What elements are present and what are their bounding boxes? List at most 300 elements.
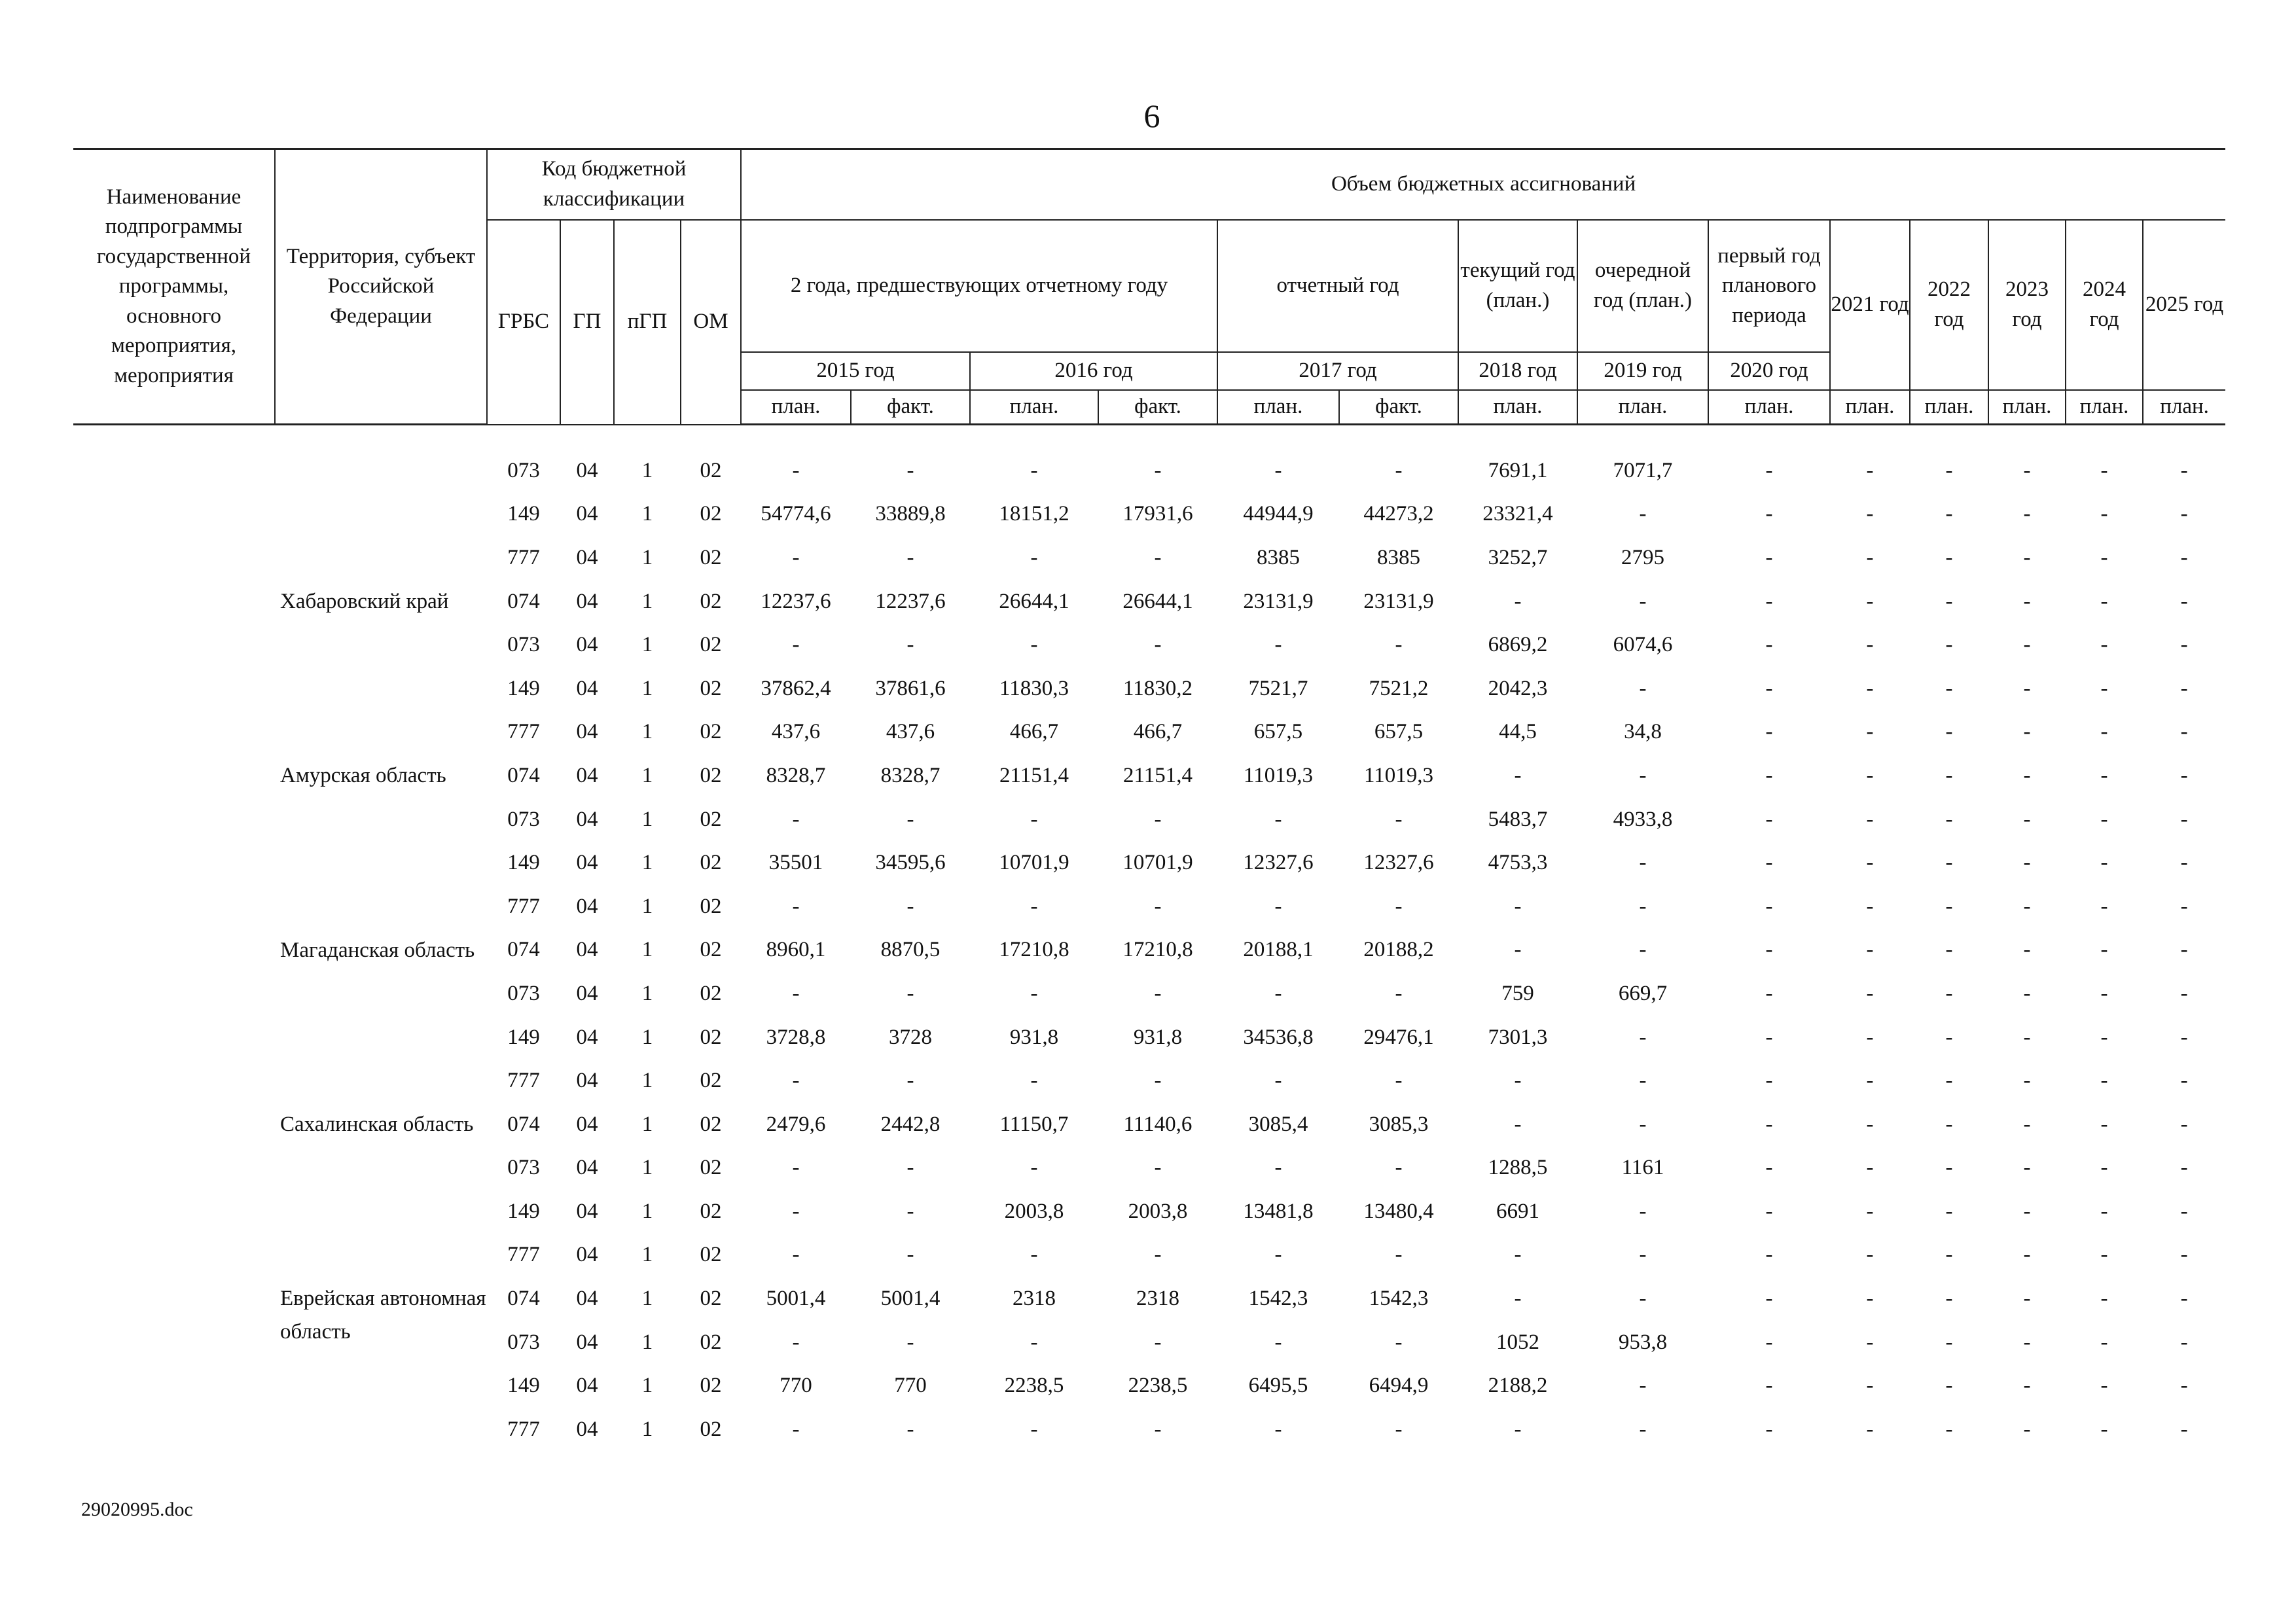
- header-kind: план.: [1910, 390, 1988, 425]
- value-cell: -: [1945, 1156, 1953, 1180]
- value-cell: 11830,2: [1123, 676, 1193, 700]
- value-cell: -: [1765, 676, 1773, 700]
- value-cell: 1161: [1621, 1156, 1664, 1180]
- code-cell-grbs: 149: [507, 502, 540, 526]
- header-first-planning-year: первый год планового периода: [1708, 220, 1830, 352]
- value-cell: -: [1274, 1156, 1282, 1180]
- header-year-2017: 2017 год: [1217, 352, 1458, 390]
- header-kind: план.: [1988, 390, 2066, 425]
- value-cell: 1288,5: [1488, 1156, 1548, 1180]
- value-cell: -: [792, 894, 800, 918]
- code-cell-gp: 04: [576, 676, 598, 700]
- value-cell: -: [1030, 981, 1038, 1005]
- code-cell-pgp: 1: [641, 589, 653, 613]
- header-allocation: Объем бюджетных ассигнований: [741, 149, 2225, 221]
- value-cell: 17210,8: [999, 938, 1069, 962]
- program-name-cell: [73, 1103, 275, 1147]
- territory-cell: Сахалинская область: [280, 1112, 474, 1136]
- value-cell: -: [2023, 458, 2031, 482]
- code-cell-pgp: 1: [641, 458, 653, 482]
- value-cell: 11150,7: [999, 1112, 1069, 1136]
- value-cell: -: [1866, 1374, 1874, 1398]
- value-cell: 2795: [1621, 545, 1665, 569]
- value-cell: -: [2100, 1112, 2108, 1136]
- value-cell: -: [1639, 1287, 1647, 1311]
- value-cell: 6869,2: [1488, 633, 1548, 657]
- value-cell: -: [1030, 545, 1038, 569]
- code-cell-om: 02: [700, 1199, 722, 1223]
- code-cell-gp: 04: [576, 1243, 598, 1267]
- value-cell: 1052: [1496, 1330, 1540, 1354]
- header-gp: ГП: [560, 220, 614, 425]
- value-cell: -: [1866, 633, 1874, 657]
- value-cell: 5483,7: [1488, 807, 1548, 831]
- value-cell: 37861,6: [875, 676, 946, 700]
- value-cell: -: [792, 1330, 800, 1354]
- value-cell: -: [2023, 1156, 2031, 1180]
- table-body: [73, 425, 2225, 1452]
- code-cell-gp: 04: [576, 458, 598, 482]
- value-cell: 657,5: [1253, 720, 1303, 744]
- code-cell-gp: 04: [576, 1199, 598, 1223]
- value-cell: -: [906, 981, 914, 1005]
- value-cell: -: [1945, 894, 1953, 918]
- value-cell: -: [1945, 633, 1953, 657]
- value-cell: -: [1945, 1112, 1953, 1136]
- value-cell: 759: [1501, 981, 1534, 1005]
- value-cell: 10701,9: [1122, 851, 1193, 875]
- header-year-2018: 2018 год: [1458, 352, 1577, 390]
- value-cell: -: [2023, 1199, 2031, 1223]
- code-cell-pgp: 1: [641, 1112, 653, 1136]
- value-cell: -: [1765, 589, 1773, 613]
- value-cell: -: [1866, 981, 1874, 1005]
- value-cell: -: [1866, 763, 1874, 787]
- code-cell-pgp: 1: [641, 1069, 653, 1093]
- value-cell: -: [1866, 1330, 1874, 1354]
- value-cell: -: [2180, 1069, 2188, 1093]
- value-cell: -: [1395, 1417, 1403, 1441]
- value-cell: 3728: [889, 1025, 933, 1049]
- value-cell: 2003,8: [1004, 1199, 1064, 1223]
- territory-cell: [275, 449, 487, 493]
- header-next-year: очередной год (план.): [1577, 220, 1708, 352]
- value-cell: -: [1514, 589, 1522, 613]
- value-cell: 1542,3: [1369, 1287, 1429, 1311]
- code-cell-grbs: 074: [507, 938, 540, 962]
- value-cell: -: [1030, 633, 1038, 657]
- value-cell: 2238,5: [1128, 1374, 1188, 1398]
- value-cell: 34595,6: [875, 851, 946, 875]
- value-cell: 3728,8: [766, 1025, 826, 1049]
- code-cell-pgp: 1: [641, 1025, 653, 1049]
- header-report-year: отчетный год: [1217, 220, 1458, 352]
- value-cell: -: [2180, 763, 2188, 787]
- code-cell-om: 02: [700, 1287, 722, 1311]
- program-name-cell: [73, 841, 275, 885]
- table-row: [73, 536, 2225, 580]
- value-cell: -: [1154, 894, 1162, 918]
- value-cell: -: [2023, 589, 2031, 613]
- value-cell: 7521,7: [1248, 676, 1308, 700]
- code-cell-pgp: 1: [641, 851, 653, 875]
- program-name-cell: [73, 711, 275, 755]
- value-cell: -: [2180, 807, 2188, 831]
- value-cell: -: [1945, 720, 1953, 744]
- value-cell: -: [2180, 502, 2188, 526]
- code-cell-gp: 04: [576, 1417, 598, 1441]
- value-cell: -: [1866, 502, 1874, 526]
- value-cell: -: [2023, 633, 2031, 657]
- code-cell-pgp: 1: [641, 938, 653, 962]
- value-cell: -: [2180, 1243, 2188, 1267]
- value-cell: -: [2100, 763, 2108, 787]
- value-cell: -: [1765, 1417, 1773, 1441]
- header-territory: Территория, субъект Российской Федерации: [275, 149, 487, 425]
- value-cell: 2318: [1136, 1287, 1180, 1311]
- value-cell: -: [2100, 1243, 2108, 1267]
- value-cell: -: [1030, 807, 1038, 831]
- header-year-2024: 2024 год: [2066, 220, 2143, 390]
- code-cell-om: 02: [700, 720, 722, 744]
- code-cell-gp: 04: [576, 981, 598, 1005]
- value-cell: 5001,4: [766, 1287, 826, 1311]
- value-cell: -: [1154, 633, 1162, 657]
- value-cell: 54774,6: [761, 502, 831, 526]
- value-cell: -: [1274, 633, 1282, 657]
- value-cell: -: [1945, 458, 1953, 482]
- value-cell: -: [1514, 1112, 1522, 1136]
- value-cell: -: [2100, 981, 2108, 1005]
- value-cell: 10701,9: [999, 851, 1069, 875]
- value-cell: -: [1945, 545, 1953, 569]
- code-cell-om: 02: [700, 589, 722, 613]
- code-cell-pgp: 1: [641, 545, 653, 569]
- code-cell-pgp: 1: [641, 1287, 653, 1311]
- value-cell: 437,6: [771, 720, 821, 744]
- code-cell-grbs: 074: [507, 1112, 540, 1136]
- header-two-years: 2 года, предшествующих отчетному году: [741, 220, 1217, 352]
- header-kind: план.: [2143, 390, 2225, 425]
- value-cell: -: [792, 1156, 800, 1180]
- value-cell: -: [1514, 1069, 1522, 1093]
- value-cell: -: [1154, 1069, 1162, 1093]
- value-cell: -: [1945, 763, 1953, 787]
- value-cell: -: [1945, 938, 1953, 962]
- header-kind: факт.: [1339, 390, 1458, 425]
- value-cell: -: [2100, 1025, 2108, 1049]
- value-cell: -: [1274, 981, 1282, 1005]
- code-cell-om: 02: [700, 894, 722, 918]
- header-year-2022: 2022 год: [1910, 220, 1988, 390]
- value-cell: -: [2100, 502, 2108, 526]
- program-name-cell: [73, 536, 275, 580]
- code-cell-pgp: 1: [641, 502, 653, 526]
- code-cell-grbs: 073: [507, 458, 540, 482]
- value-cell: 5001,4: [880, 1287, 941, 1311]
- code-cell-pgp: 1: [641, 807, 653, 831]
- program-name-cell: [73, 1147, 275, 1190]
- value-cell: 953,8: [1618, 1330, 1668, 1354]
- value-cell: -: [1395, 894, 1403, 918]
- header-year-2025: 2025 год: [2143, 220, 2225, 390]
- program-name-cell: [73, 754, 275, 798]
- value-cell: -: [2100, 851, 2108, 875]
- value-cell: -: [1154, 545, 1162, 569]
- program-name-cell: [73, 1190, 275, 1234]
- value-cell: -: [792, 545, 800, 569]
- code-cell-gp: 04: [576, 720, 598, 744]
- program-name-cell: [73, 493, 275, 537]
- value-cell: -: [2100, 1156, 2108, 1180]
- value-cell: 23321,4: [1482, 502, 1553, 526]
- code-cell-gp: 04: [576, 938, 598, 962]
- value-cell: -: [1866, 1243, 1874, 1267]
- value-cell: -: [2023, 763, 2031, 787]
- code-cell-pgp: 1: [641, 1199, 653, 1223]
- code-cell-om: 02: [700, 1330, 722, 1354]
- value-cell: -: [792, 1417, 800, 1441]
- program-name-cell: [73, 1364, 275, 1408]
- value-cell: -: [906, 1330, 914, 1354]
- footer-document-name: 29020995.doc: [81, 1499, 193, 1520]
- code-cell-pgp: 1: [641, 676, 653, 700]
- value-cell: -: [2100, 545, 2108, 569]
- header-year-2023: 2023 год: [1988, 220, 2066, 390]
- value-cell: 34,8: [1624, 720, 1662, 744]
- value-cell: 6495,5: [1248, 1374, 1308, 1398]
- value-cell: -: [2180, 633, 2188, 657]
- value-cell: -: [1945, 1330, 1953, 1354]
- value-cell: 466,7: [1133, 720, 1183, 744]
- value-cell: -: [1866, 1199, 1874, 1223]
- code-cell-grbs: 149: [507, 1025, 540, 1049]
- value-cell: 2479,6: [766, 1112, 826, 1136]
- value-cell: -: [1639, 676, 1647, 700]
- code-cell-pgp: 1: [641, 1417, 653, 1441]
- value-cell: -: [2180, 1417, 2188, 1441]
- program-name-cell: [73, 667, 275, 711]
- value-cell: -: [1765, 1287, 1773, 1311]
- value-cell: 2188,2: [1488, 1374, 1548, 1398]
- code-cell-om: 02: [700, 633, 722, 657]
- value-cell: -: [1030, 1156, 1038, 1180]
- value-cell: -: [1639, 1374, 1647, 1398]
- header-kind: план.: [1217, 390, 1339, 425]
- value-cell: -: [2180, 1330, 2188, 1354]
- code-cell-grbs: 074: [507, 589, 540, 613]
- value-cell: -: [1945, 1374, 1953, 1398]
- value-cell: 44944,9: [1243, 502, 1314, 526]
- code-cell-grbs: 073: [507, 981, 540, 1005]
- header-kind: факт.: [851, 390, 970, 425]
- value-cell: -: [2180, 676, 2188, 700]
- value-cell: -: [1945, 1199, 1953, 1223]
- value-cell: -: [792, 807, 800, 831]
- value-cell: 12237,6: [761, 589, 831, 613]
- value-cell: -: [1765, 981, 1773, 1005]
- value-cell: -: [1765, 807, 1773, 831]
- territory-cell: Амурская область: [280, 764, 446, 788]
- table-row: [73, 449, 2225, 493]
- code-cell-gp: 04: [576, 589, 598, 613]
- value-cell: 7301,3: [1488, 1025, 1548, 1049]
- code-cell-grbs: 149: [507, 1199, 540, 1223]
- code-cell-om: 02: [700, 545, 722, 569]
- value-cell: -: [1945, 807, 1953, 831]
- value-cell: -: [2180, 589, 2188, 613]
- value-cell: 7071,7: [1613, 458, 1673, 482]
- value-cell: -: [2180, 1025, 2188, 1049]
- value-cell: -: [1765, 1156, 1773, 1180]
- program-name-cell: [73, 929, 275, 972]
- value-cell: -: [1866, 1069, 1874, 1093]
- value-cell: -: [1030, 1330, 1038, 1354]
- value-cell: -: [1765, 938, 1773, 962]
- value-cell: 13481,8: [1243, 1199, 1314, 1223]
- value-cell: -: [1395, 807, 1403, 831]
- code-cell-om: 02: [700, 676, 722, 700]
- value-cell: -: [1866, 676, 1874, 700]
- value-cell: -: [1154, 981, 1162, 1005]
- value-cell: -: [2023, 502, 2031, 526]
- value-cell: 44273,2: [1363, 502, 1434, 526]
- table-header: [73, 149, 2225, 425]
- value-cell: -: [1639, 938, 1647, 962]
- header-program-name: Наименование подпрограммы государственной программы, основного мероприятия, мероприятия: [73, 149, 275, 425]
- value-cell: 669,7: [1618, 981, 1668, 1005]
- value-cell: 770: [894, 1374, 927, 1398]
- value-cell: -: [1514, 1243, 1522, 1267]
- value-cell: 1542,3: [1248, 1287, 1308, 1311]
- value-cell: -: [2023, 1330, 2031, 1354]
- value-cell: -: [2023, 1243, 2031, 1267]
- code-cell-pgp: 1: [641, 1156, 653, 1180]
- value-cell: -: [1274, 1069, 1282, 1093]
- table-row: [73, 1277, 2225, 1321]
- value-cell: -: [2100, 1069, 2108, 1093]
- value-cell: 34536,8: [1243, 1025, 1314, 1049]
- value-cell: 8328,7: [766, 763, 826, 787]
- header-year-2020: 2020 год: [1708, 352, 1830, 390]
- value-cell: -: [906, 545, 914, 569]
- value-cell: -: [1639, 1112, 1647, 1136]
- value-cell: -: [1866, 545, 1874, 569]
- code-cell-gp: 04: [576, 1025, 598, 1049]
- code-cell-gp: 04: [576, 1374, 598, 1398]
- value-cell: -: [1765, 1069, 1773, 1093]
- value-cell: 23131,9: [1243, 589, 1314, 613]
- value-cell: -: [2180, 1156, 2188, 1180]
- value-cell: -: [1945, 981, 1953, 1005]
- value-cell: -: [2023, 676, 2031, 700]
- value-cell: -: [1514, 1287, 1522, 1311]
- value-cell: -: [1154, 458, 1162, 482]
- program-name-cell: [73, 798, 275, 842]
- program-name-cell: [73, 623, 275, 667]
- code-cell-om: 02: [700, 938, 722, 962]
- value-cell: -: [1154, 1330, 1162, 1354]
- value-cell: -: [1765, 1374, 1773, 1398]
- code-cell-grbs: 073: [507, 1156, 540, 1180]
- value-cell: -: [1639, 502, 1647, 526]
- value-cell: 7521,2: [1369, 676, 1429, 700]
- value-cell: -: [2180, 1374, 2188, 1398]
- code-cell-om: 02: [700, 807, 722, 831]
- program-name-cell: [73, 1059, 275, 1103]
- value-cell: -: [1945, 1287, 1953, 1311]
- value-cell: -: [2023, 720, 2031, 744]
- value-cell: 12237,6: [875, 589, 946, 613]
- value-cell: 35501: [768, 851, 823, 875]
- code-cell-om: 02: [700, 1374, 722, 1398]
- value-cell: -: [1765, 1330, 1773, 1354]
- value-cell: 26644,1: [999, 589, 1069, 613]
- value-cell: -: [1866, 1417, 1874, 1441]
- value-cell: -: [1765, 545, 1773, 569]
- value-cell: 8328,7: [880, 763, 941, 787]
- value-cell: -: [2100, 633, 2108, 657]
- value-cell: 3085,4: [1248, 1112, 1308, 1136]
- program-name-cell: [73, 885, 275, 929]
- header-kind: план.: [1708, 390, 1830, 425]
- value-cell: -: [2100, 938, 2108, 962]
- value-cell: -: [1866, 1287, 1874, 1311]
- value-cell: 18151,2: [999, 502, 1069, 526]
- header-kind: план.: [1830, 390, 1910, 425]
- value-cell: -: [2023, 894, 2031, 918]
- value-cell: 3252,7: [1488, 545, 1548, 569]
- code-cell-gp: 04: [576, 1069, 598, 1093]
- code-cell-grbs: 149: [507, 676, 540, 700]
- value-cell: 931,8: [1009, 1025, 1059, 1049]
- value-cell: -: [1154, 1243, 1162, 1267]
- value-cell: -: [2100, 720, 2108, 744]
- value-cell: -: [1030, 894, 1038, 918]
- value-cell: -: [2023, 807, 2031, 831]
- code-cell-pgp: 1: [641, 1330, 653, 1354]
- value-cell: -: [1030, 1069, 1038, 1093]
- value-cell: -: [1395, 458, 1403, 482]
- value-cell: -: [1639, 589, 1647, 613]
- value-cell: -: [792, 1069, 800, 1093]
- value-cell: 12327,6: [1363, 851, 1434, 875]
- value-cell: -: [1765, 894, 1773, 918]
- value-cell: -: [1765, 720, 1773, 744]
- value-cell: 11140,6: [1123, 1112, 1193, 1136]
- value-cell: 37862,4: [761, 676, 831, 700]
- territory-cell: [275, 493, 487, 537]
- territory-cell: Магаданская область: [280, 938, 475, 962]
- value-cell: 17931,6: [1122, 502, 1193, 526]
- table-row: [73, 1103, 2225, 1147]
- code-cell-gp: 04: [576, 851, 598, 875]
- value-cell: 8385: [1377, 545, 1421, 569]
- value-cell: -: [906, 1199, 914, 1223]
- value-cell: 2442,8: [880, 1112, 941, 1136]
- value-cell: -: [1030, 458, 1038, 482]
- value-cell: 12327,6: [1243, 851, 1314, 875]
- code-cell-pgp: 1: [641, 981, 653, 1005]
- value-cell: -: [1866, 851, 1874, 875]
- value-cell: -: [1639, 1199, 1647, 1223]
- territory-cell: Хабаровский край: [280, 589, 449, 613]
- code-cell-gp: 04: [576, 1112, 598, 1136]
- value-cell: -: [906, 807, 914, 831]
- value-cell: -: [2023, 1287, 2031, 1311]
- value-cell: 931,8: [1133, 1025, 1183, 1049]
- value-cell: -: [1866, 1156, 1874, 1180]
